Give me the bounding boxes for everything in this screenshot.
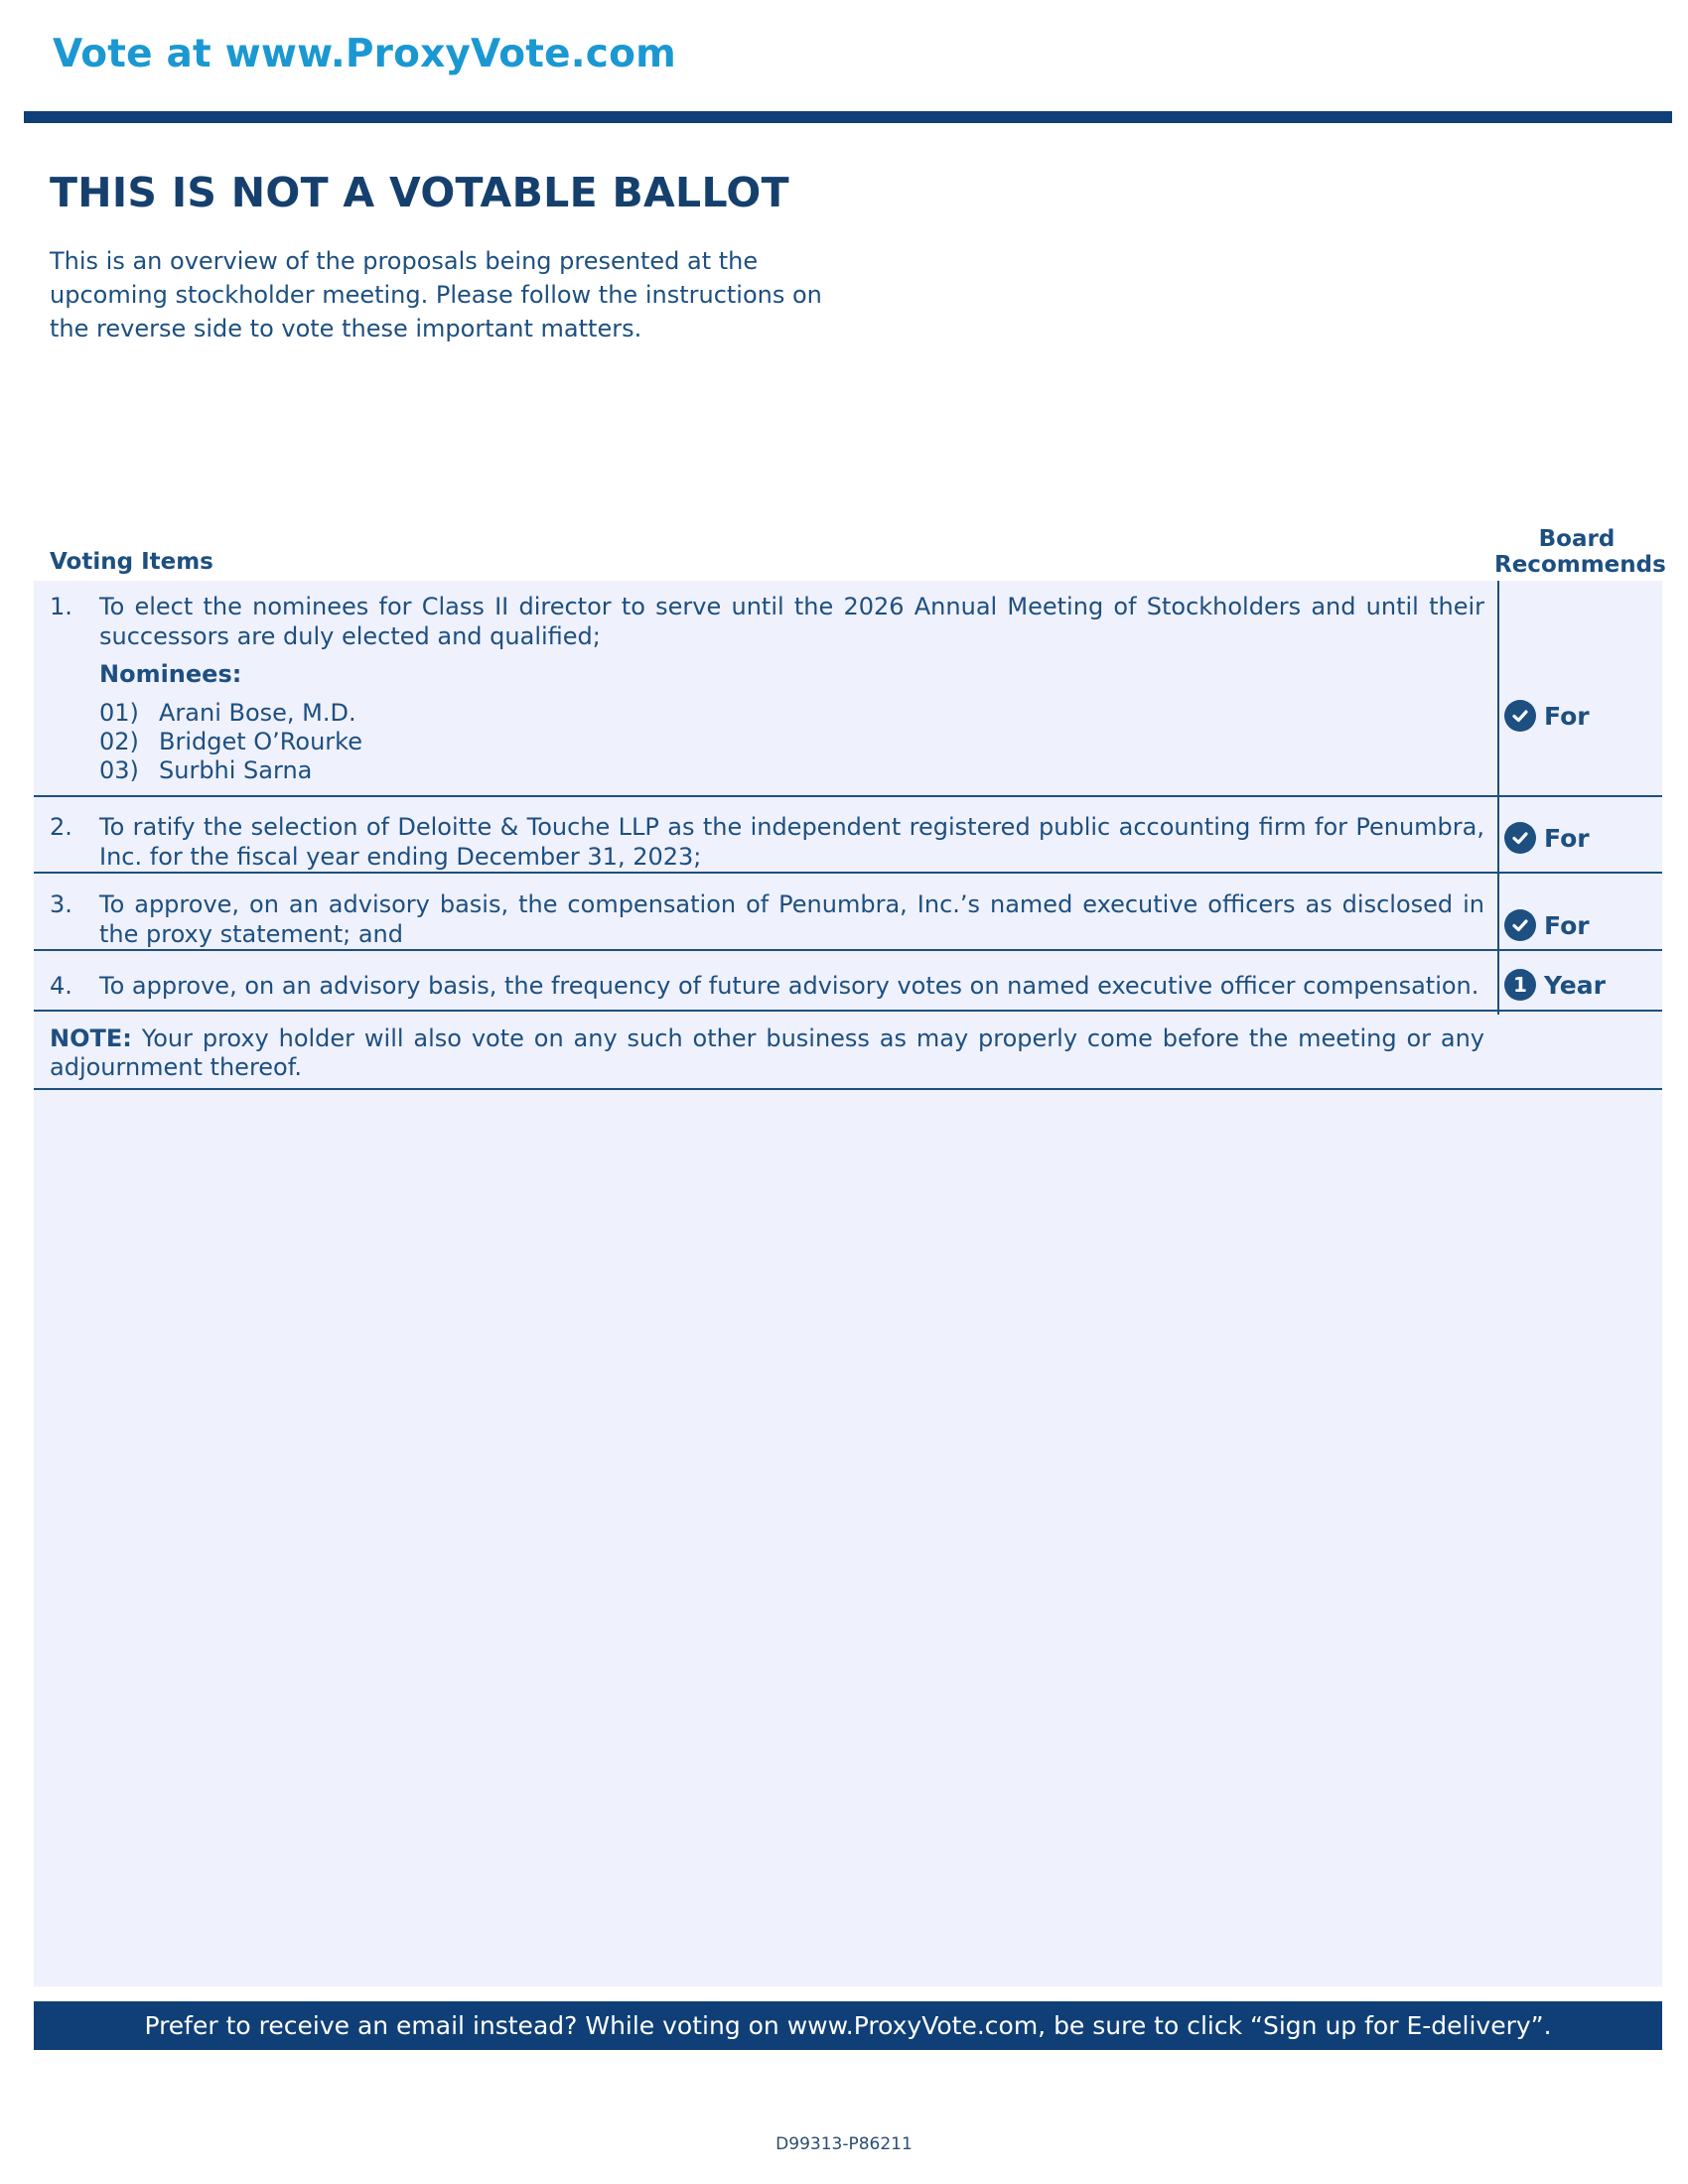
check-circle-icon bbox=[1504, 700, 1536, 732]
nominee-name: Bridget O’Rourke bbox=[159, 728, 362, 755]
nominee-name: Surbhi Sarna bbox=[159, 756, 313, 784]
intro-line: This is an overview of the proposals being presented at the bbox=[50, 247, 759, 275]
voting-panel bbox=[34, 581, 1662, 1986]
nominee-row bbox=[99, 699, 1484, 728]
vote-url-title: Vote at www.ProxyVote.com bbox=[53, 32, 676, 76]
nominees-label: Nominees: bbox=[99, 660, 242, 688]
e-delivery-text: Prefer to receive an email instead? While voting on www.ProxyVote.com, be sure to click “Sign up for E-delivery”. bbox=[144, 2011, 1552, 2040]
nominee-number: 02) bbox=[99, 728, 139, 755]
voting-item-4 bbox=[50, 971, 1484, 1001]
nominee-number: 01) bbox=[99, 699, 139, 727]
recommendation-label: For bbox=[1544, 701, 1590, 731]
recommendation-1 bbox=[1504, 700, 1590, 732]
intro-paragraph bbox=[50, 244, 844, 345]
number-one-circle-icon: 1 bbox=[1504, 969, 1536, 1001]
row-divider bbox=[34, 1010, 1662, 1012]
nominee-row bbox=[99, 756, 1484, 785]
note-text: Your proxy holder will also vote on any such other business as may properly come before the meeting or any adjournment thereof. bbox=[50, 1024, 1484, 1081]
check-circle-icon bbox=[1504, 822, 1536, 854]
note-paragraph bbox=[50, 1024, 1484, 1082]
row-divider bbox=[34, 872, 1662, 874]
item-text: To approve, on an advisory basis, the compensation of Penumbra, Inc.’s named executive officers as disclosed in the proxy statement; and bbox=[99, 890, 1484, 948]
row-divider bbox=[34, 795, 1662, 797]
nominee-number: 03) bbox=[99, 756, 139, 784]
recommendation-2 bbox=[1504, 822, 1590, 854]
voting-item-1 bbox=[50, 592, 1484, 785]
item-number: 3. bbox=[50, 890, 72, 918]
item-number: 1. bbox=[50, 593, 72, 620]
item-number: 2. bbox=[50, 813, 72, 841]
nominee-list bbox=[99, 699, 1484, 785]
recommendation-3 bbox=[1504, 909, 1590, 941]
item-number: 4. bbox=[50, 972, 72, 1000]
nominee-row bbox=[99, 728, 1484, 756]
row-divider bbox=[34, 1088, 1662, 1090]
note-label: NOTE: bbox=[50, 1024, 132, 1052]
header-rule bbox=[24, 111, 1672, 123]
check-circle-icon bbox=[1504, 909, 1536, 941]
voting-item-3 bbox=[50, 889, 1484, 949]
board-header-line: Board bbox=[1538, 526, 1616, 552]
item-text: To ratify the selection of Deloitte & Touche LLP as the independent registered public accounting firm for Penumbra, Inc. for the fiscal year ending December 31, 2023; bbox=[99, 813, 1484, 871]
item-text: To approve, on an advisory basis, the frequency of future advisory votes on named executive officer compensation. bbox=[99, 972, 1479, 1000]
row-divider bbox=[34, 949, 1662, 951]
board-recommends-header bbox=[1494, 526, 1666, 578]
recommendation-label: Year bbox=[1544, 970, 1606, 1000]
item-text: To elect the nominees for Class II director to serve until the 2026 Annual Meeting of Stockholders and until their successors are duly elected and qualified; bbox=[99, 593, 1484, 650]
page-title: THIS IS NOT A VOTABLE BALLOT bbox=[50, 169, 789, 216]
document-code: D99313-P86211 bbox=[775, 2134, 913, 2154]
board-header-line: Recommends bbox=[1494, 552, 1666, 578]
e-delivery-banner bbox=[34, 2001, 1662, 2050]
recommendation-4 bbox=[1504, 969, 1606, 1001]
voting-items-header: Voting Items bbox=[50, 549, 213, 575]
intro-line: the reverse side to vote these important matters. bbox=[50, 315, 642, 342]
recommendation-label: For bbox=[1544, 823, 1590, 853]
nominee-name: Arani Bose, M.D. bbox=[159, 699, 356, 727]
intro-line: upcoming stockholder meeting. Please follow the instructions on bbox=[50, 281, 822, 309]
voting-item-2 bbox=[50, 812, 1484, 872]
recommendation-label: For bbox=[1544, 910, 1590, 940]
